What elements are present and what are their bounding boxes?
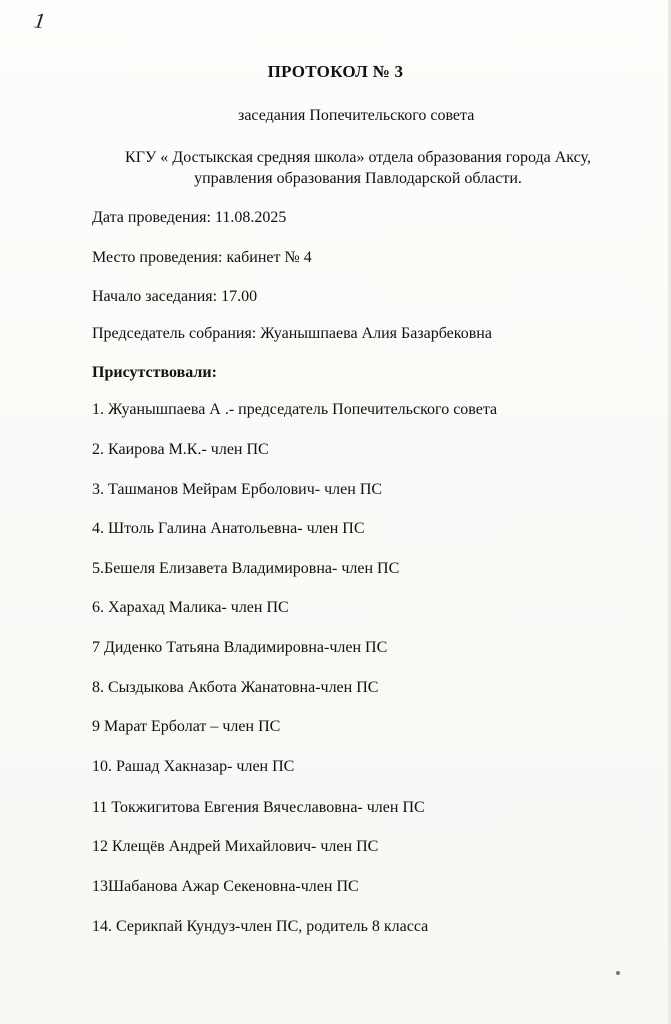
- meeting-place: Место проведения: кабинет № 4: [92, 249, 312, 266]
- member-item: 2. Каирова М.К.- член ПС: [92, 441, 269, 458]
- member-item: 12 Клещёв Андрей Михайлович- член ПС: [92, 838, 379, 855]
- member-item: 8. Сыздыкова Акбота Жанатовна-член ПС: [92, 679, 379, 696]
- present-heading: Присутствовали:: [92, 364, 217, 381]
- member-item: 9 Марат Ерболат – член ПС: [92, 718, 281, 735]
- meeting-start: Начало заседания: 17.00: [92, 288, 258, 305]
- member-item: 10. Рашад Хакназар- член ПС: [92, 758, 295, 775]
- member-item: 7 Диденко Татьяна Владимировна-член ПС: [92, 639, 388, 656]
- protocol-subtitle: заседания Попечительского совета: [238, 107, 475, 124]
- member-item: 4. Штоль Галина Анатольевна- член ПС: [92, 520, 365, 537]
- member-item: 5.Бешеля Елизавета Владимировна- член ПС: [92, 560, 400, 577]
- member-item: 3. Ташманов Мейрам Ерболович- член ПС: [92, 481, 383, 498]
- member-item: 11 Токжигитова Евгения Вячеславовна- член ПС: [92, 799, 425, 816]
- scan-speck: [616, 971, 620, 975]
- protocol-title: ПРОТОКОЛ № 3: [267, 62, 404, 81]
- meeting-date: Дата проведения: 11.08.2025: [92, 209, 287, 226]
- member-item: 14. Серикпай Кундуз-член ПС, родитель 8 класса: [92, 918, 429, 935]
- organization-block: [98, 147, 618, 189]
- organization-line-1: КГУ « Достыкская средняя школа» отдела образования города Аксу,: [125, 149, 591, 166]
- member-item: 13Шабанова Ажар Секеновна-член ПС: [92, 878, 359, 895]
- member-item: 6. Харахад Малика- член ПС: [92, 599, 289, 616]
- meeting-chair: Председатель собрания: Жуанышпаева Алия Базарбековна: [92, 325, 492, 342]
- handwritten-mark: 1: [32, 7, 47, 34]
- organization-line-2: управления образования Павлодарской области.: [194, 170, 522, 187]
- member-item: 1. Жуанышпаева А .- председатель Попечительского совета: [92, 401, 498, 418]
